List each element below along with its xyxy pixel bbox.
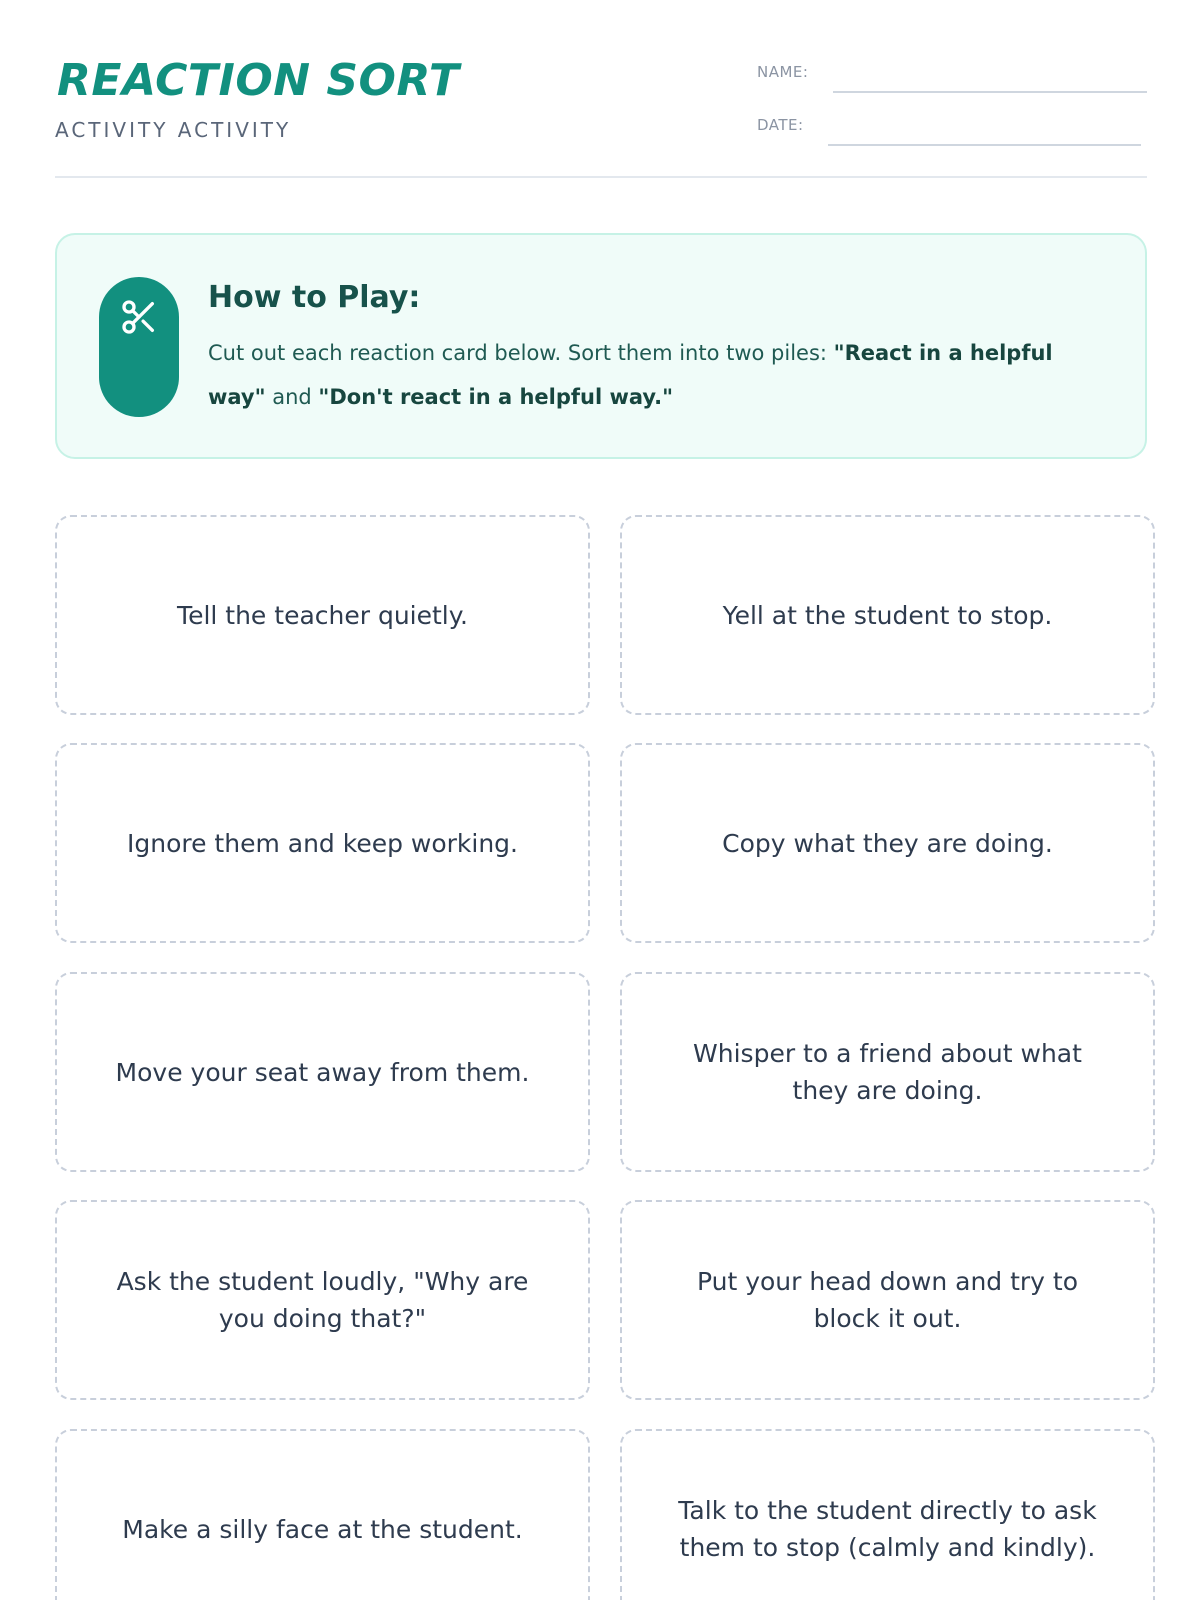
reaction-card[interactable] (620, 1429, 1155, 1600)
page-title: REACTION SORT (57, 55, 460, 106)
reaction-card[interactable] (620, 972, 1155, 1172)
card-text: Tell the teacher quietly. (177, 600, 468, 630)
reaction-card[interactable] (55, 1200, 590, 1400)
date-label: DATE: (757, 116, 804, 134)
name-field[interactable] (833, 91, 1147, 93)
how-to-play-title: How to Play: (208, 280, 421, 315)
how-to-play-text (208, 331, 1098, 419)
pile-helpful: "React in a helpful way" (208, 341, 1053, 409)
how-to-play-panel (55, 233, 1147, 459)
worksheet-header (55, 0, 1147, 178)
card-text: Move your seat away from them. (115, 1057, 530, 1087)
name-label: NAME: (757, 63, 809, 81)
page-subtitle: ACTIVITY ACTIVITY (55, 118, 292, 142)
reaction-card[interactable] (55, 1429, 590, 1600)
reaction-card[interactable] (55, 743, 590, 943)
card-text: Yell at the student to stop. (722, 600, 1053, 630)
date-field[interactable] (828, 144, 1141, 146)
card-text: Ask the student loudly, "Why are you doing that?" (116, 1267, 529, 1333)
reaction-card[interactable] (55, 972, 590, 1172)
instruction-badge (99, 277, 179, 417)
card-text: Ignore them and keep working. (126, 828, 518, 858)
card-text: Make a silly face at the student. (122, 1514, 523, 1544)
card-text: Put your head down and try to block it out. (696, 1267, 1079, 1333)
card-text: Whisper to a friend about what they are doing. (693, 1039, 1082, 1105)
card-text: Copy what they are doing. (722, 828, 1053, 858)
reaction-card[interactable] (55, 515, 590, 715)
header-divider (55, 176, 1147, 178)
reaction-card[interactable] (620, 515, 1155, 715)
instruction-and: and (265, 385, 319, 409)
reaction-card[interactable] (620, 1200, 1155, 1400)
scissors-icon (119, 297, 159, 337)
reaction-card[interactable] (620, 743, 1155, 943)
card-text: Talk to the student directly to ask them to stop (calmly and kindly). (678, 1496, 1097, 1562)
instruction-intro: Cut out each reaction card below. Sort them into two piles: (208, 341, 834, 365)
pile-not-helpful: "Don't react in a helpful way." (318, 385, 674, 409)
